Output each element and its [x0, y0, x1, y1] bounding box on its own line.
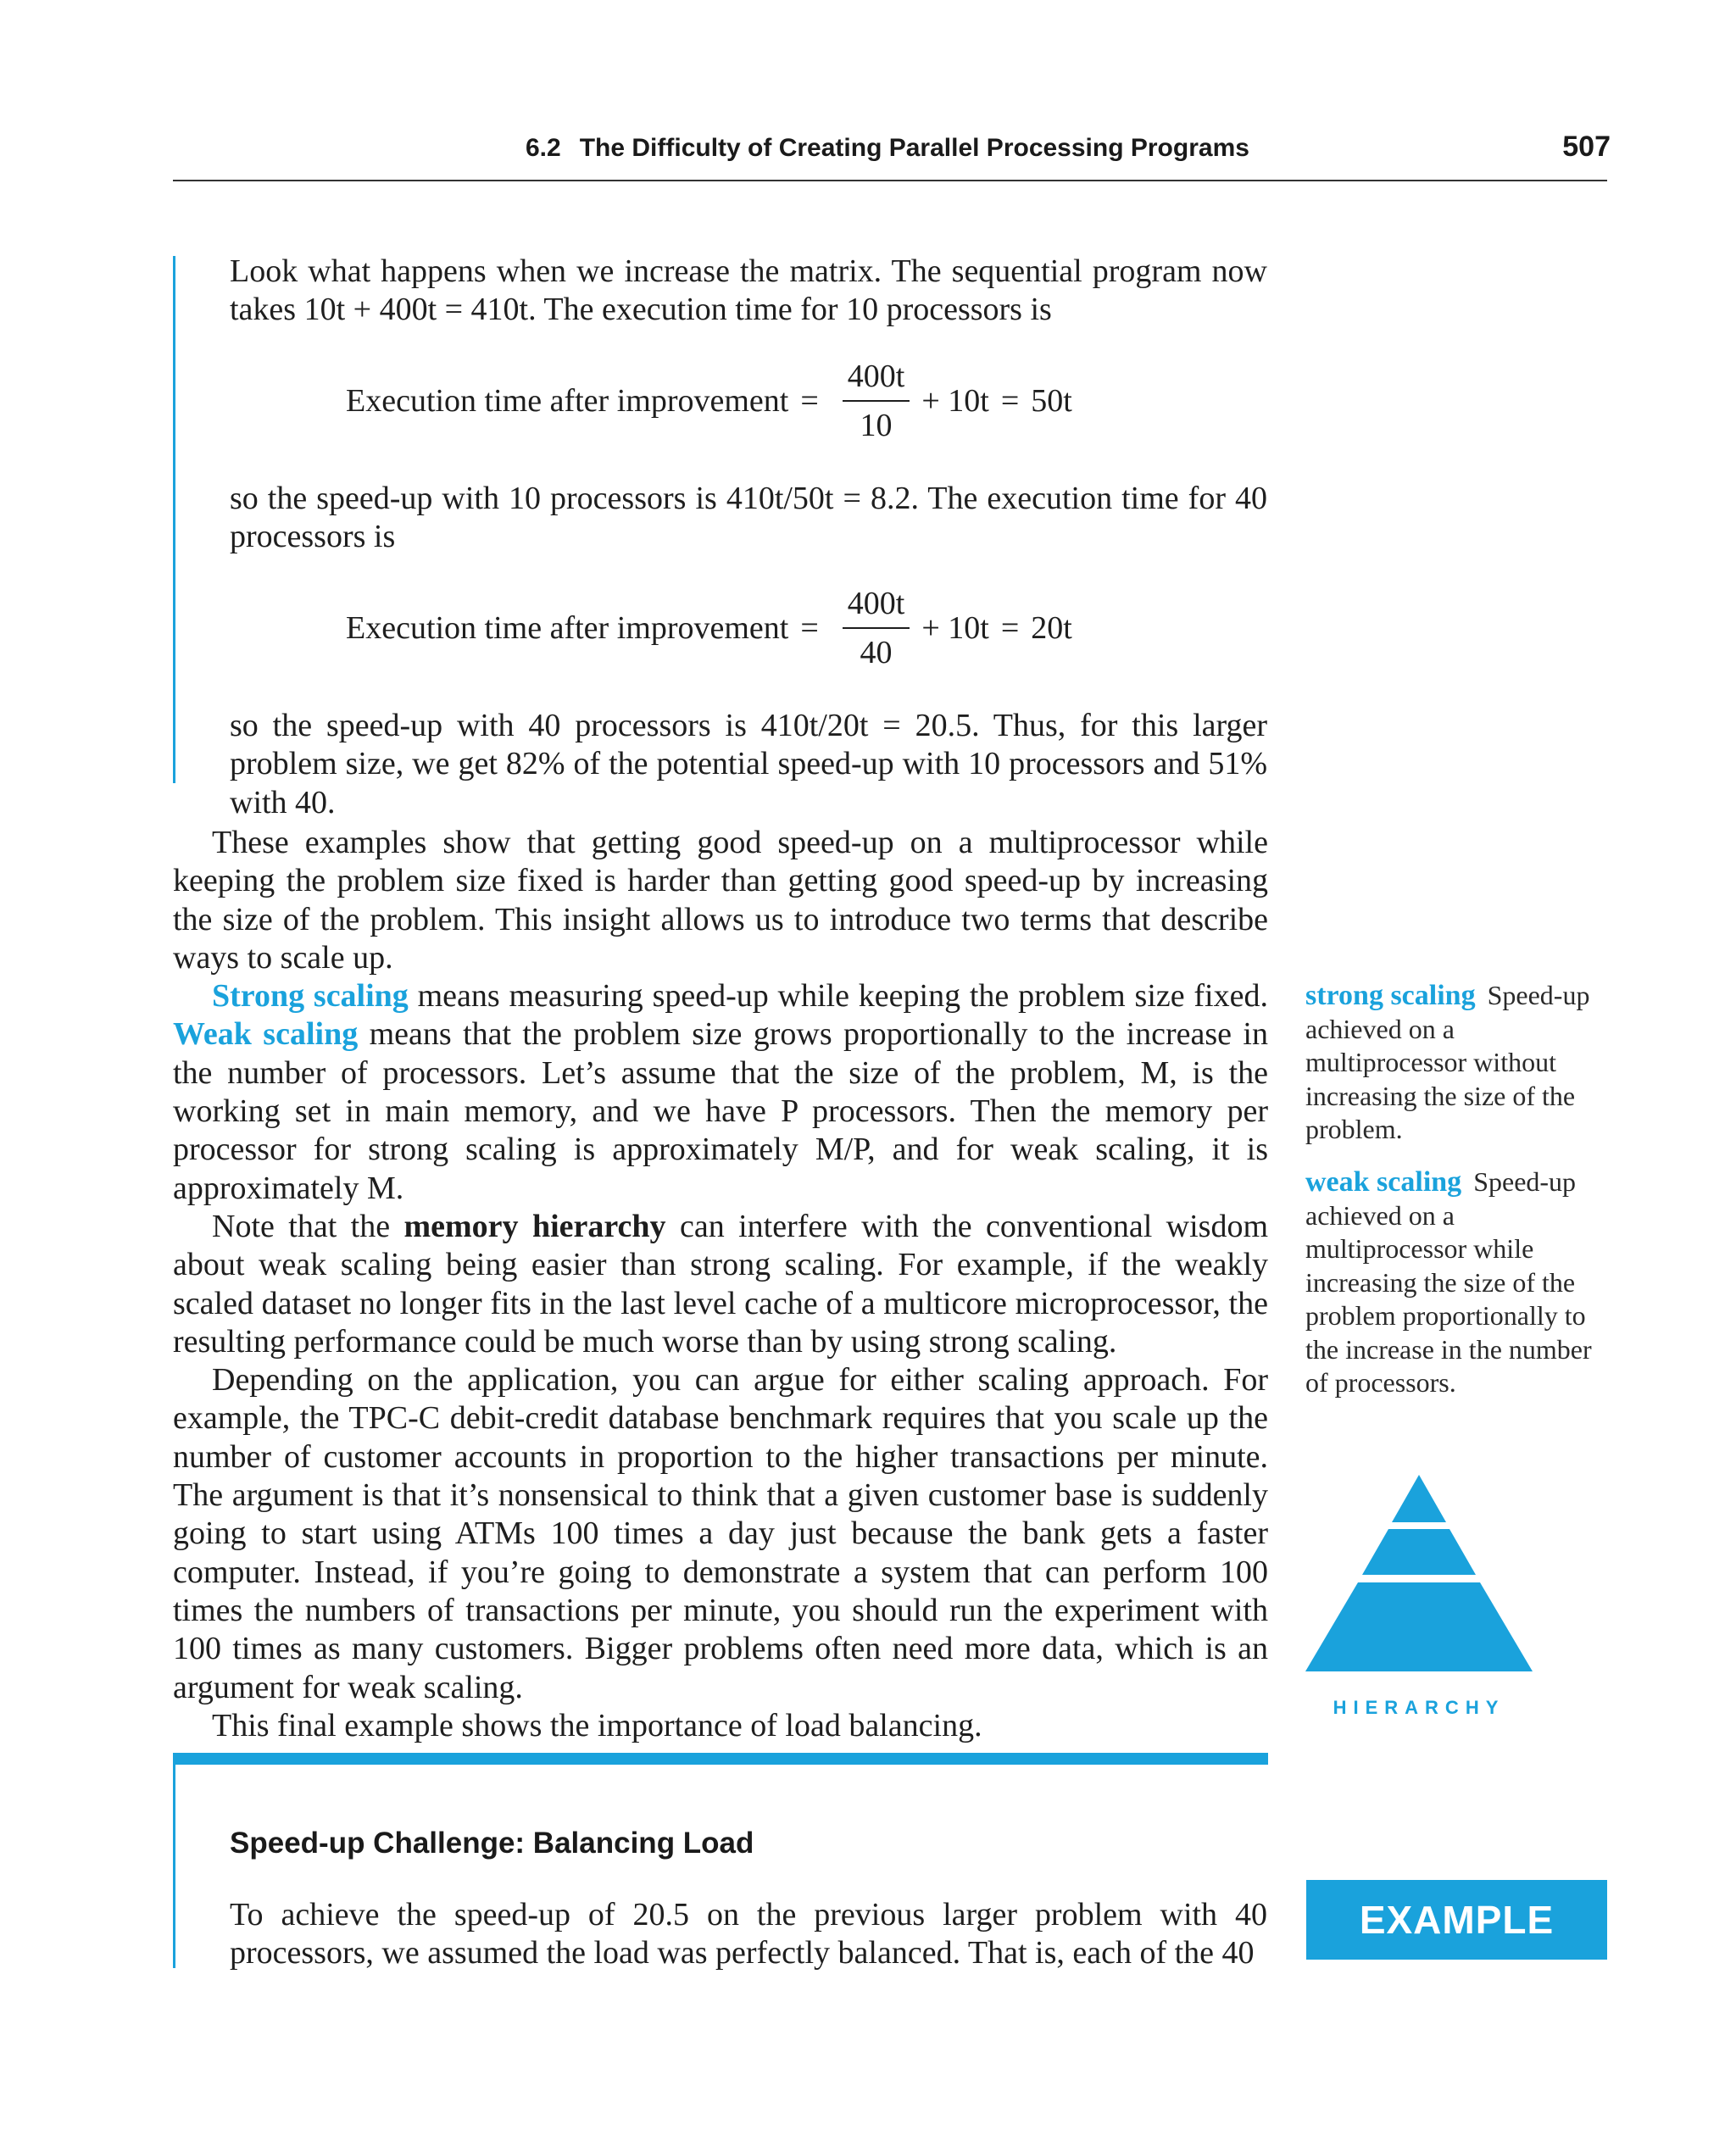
margin-note-weak-scaling: [1305, 1165, 1598, 1400]
section-title: The Difficulty of Creating Parallel Processing Programs: [579, 134, 1249, 162]
denominator: 40: [860, 635, 893, 670]
equation-2: [346, 577, 1072, 679]
example-badge: EXAMPLE: [1306, 1880, 1607, 1960]
fraction: [843, 358, 910, 444]
paragraph-text: To achieve the speed-up of 20.5 on the previous larger problem with 40 processors, we assumed the load was perfectly balanced. That is, each of the 40: [230, 1897, 1267, 1971]
result: 20t: [1031, 610, 1072, 646]
body-paragraph-1: These examples show that getting good speed-up on a multiprocessor while keeping the problem size fixed is harder than getting good speed-up by increasing the size of the problem. This insight allows us to introduce two terms that describe ways to scale up.: [173, 825, 1268, 976]
example-heading: Speed-up Challenge: Balancing Load: [230, 1827, 754, 1860]
margin-term: weak scaling: [1305, 1166, 1462, 1198]
result: 50t: [1031, 383, 1072, 419]
plus-term: + 10t: [921, 610, 989, 646]
body-paragraph-2: [173, 977, 1268, 1208]
text-run: Note that the: [212, 1208, 404, 1244]
example-text: [230, 1896, 1267, 1973]
weak-scaling-term: Weak scaling: [173, 1016, 359, 1053]
main-body: [173, 824, 1268, 1745]
example-side-bar: [173, 256, 175, 783]
plus-term: + 10t: [921, 383, 989, 419]
equals-sign: =: [1000, 383, 1020, 419]
page-number: 507: [1562, 131, 1611, 163]
body-paragraph-3: [173, 1208, 1268, 1361]
equals-sign: =: [1000, 610, 1020, 646]
paragraph-text: Look what happens when we increase the matrix. The sequential program now takes 10t + 400t = 410t. The execution time for 10 processors is: [230, 253, 1267, 328]
equation-1: [346, 350, 1072, 452]
example-paragraph-3: [230, 707, 1267, 822]
section-number: 6.2: [526, 134, 561, 162]
text-run: means measuring speed-up while keeping the problem size fixed.: [408, 978, 1268, 1015]
hierarchy-pyramid-icon: [1305, 1475, 1533, 1671]
equals-sign: =: [800, 383, 819, 419]
example-side-bar-bottom: [173, 1756, 175, 1968]
margin-term: strong scaling: [1305, 980, 1476, 1011]
equals-sign: =: [800, 610, 819, 646]
hierarchy-label: HIERARCHY: [1333, 1697, 1505, 1718]
equation-label: Execution time after improvement: [346, 383, 789, 419]
body-paragraph-5: This final example shows the importance of load balancing.: [212, 1707, 982, 1743]
equation-label: Execution time after improvement: [346, 610, 789, 646]
text-run: can interfere with the conventional wisdom about weak scaling being easier than strong scaling. For example, if the weakly scaled dataset no longer fits in the last level cache of a multicore microprocessor, the resulting performance could be much worse than by using strong scaling.: [173, 1208, 1268, 1360]
example-paragraph-1: [230, 253, 1267, 330]
header-rule: [173, 180, 1607, 181]
numerator: 400t: [843, 585, 910, 629]
numerator: 400t: [843, 358, 910, 402]
denominator: 10: [860, 408, 893, 443]
margin-note-strong-scaling: [1305, 979, 1598, 1147]
strong-scaling-term: Strong scaling: [212, 978, 409, 1015]
text-run: means that the problem size grows proportionally to the increase in the number of processors. Let’s assume that the size of the problem, M, is the working set in main memory, and we have P processors. Then the memory per processor for strong scaling is approximately M/P, and for weak scaling, it is approximately M.: [173, 1016, 1268, 1206]
memory-hierarchy-term: memory hierarchy: [403, 1208, 666, 1244]
example-top-rule: [173, 1753, 1268, 1765]
example-paragraph-2: [230, 480, 1267, 557]
body-paragraph-4: Depending on the application, you can argue for either scaling approach. For example, the TPC-C debit-credit database benchmark requires that you scale up the number of customer accounts in proportion to the higher transactions per minute. The argument is that it’s nonsensical to think that a given customer base is suddenly going to start using ATMs 100 times a day just because the bank gets a faster computer. Instead, if you’re going to demonstrate a system that can perform 100 times the numbers of transactions per minute, you should run the experiment with 100 times as many customers. Bigger problems often need more data, which is an argument for weak scaling.: [173, 1362, 1268, 1705]
margin-definition: Speed-up achieved on a multiprocessor while increasing the size of the problem proportionally to the increase in the number of processors.: [1305, 1166, 1592, 1398]
margin-definition: Speed-up achieved on a multiprocessor without increasing the size of the problem.: [1305, 980, 1590, 1144]
running-head: [526, 134, 1249, 163]
fraction: [843, 585, 910, 671]
paragraph-text: so the speed-up with 10 processors is 410t/50t = 8.2. The execution time for 40 processors is: [230, 481, 1267, 555]
paragraph-text: so the speed-up with 40 processors is 410t/20t = 20.5. Thus, for this larger problem size, we get 82% of the potential speed-up with 10 processors and 51% with 40.: [230, 708, 1267, 820]
